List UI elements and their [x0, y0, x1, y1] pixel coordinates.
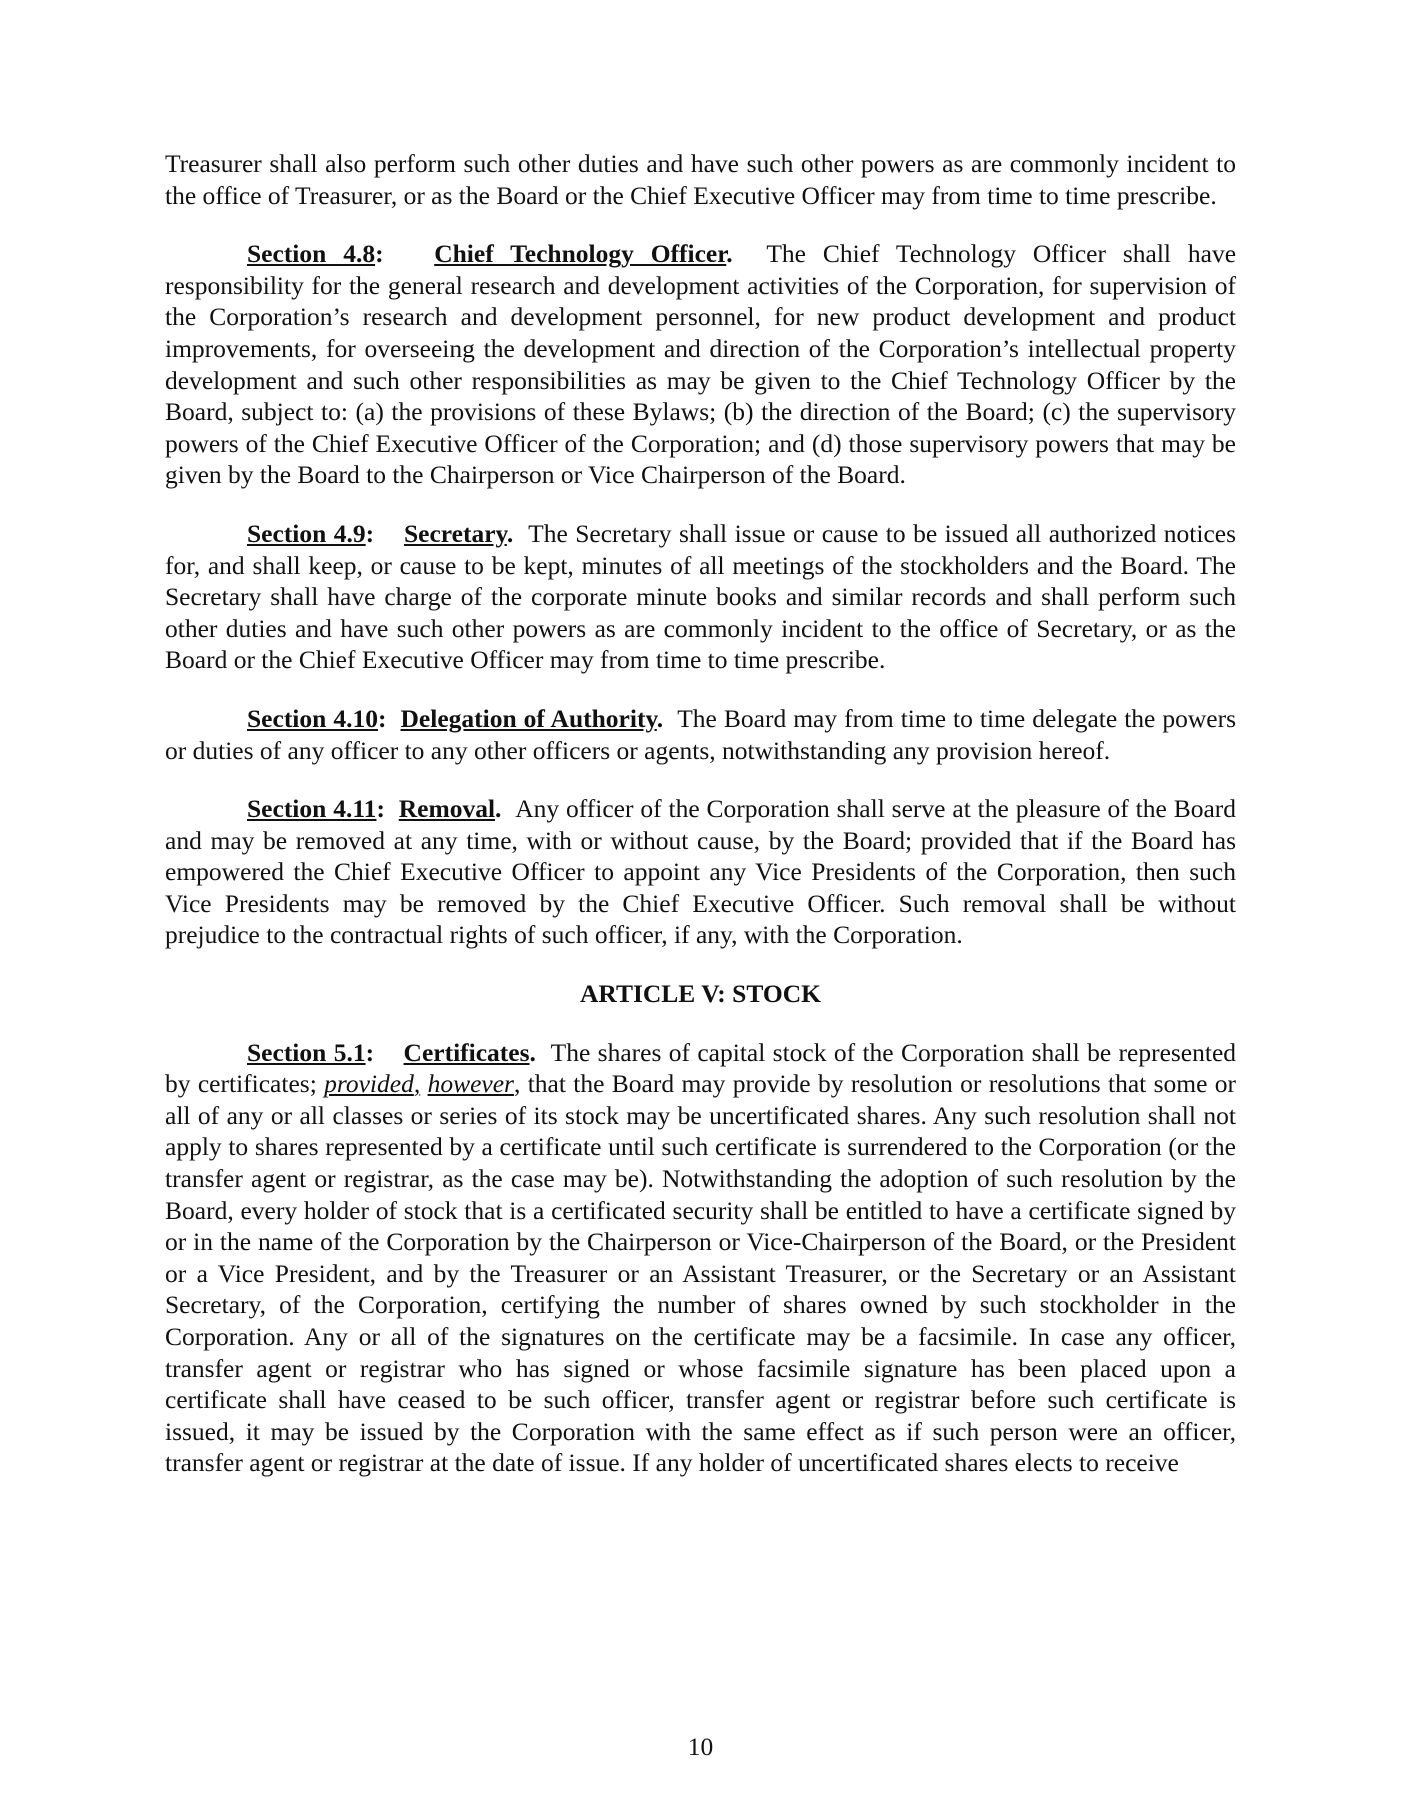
section-4-8-colon: :	[375, 239, 384, 269]
section-4-8-period: .	[726, 239, 733, 269]
section-4-10-period: .	[656, 703, 664, 733]
section-4-11-number: Section 4.11	[247, 794, 377, 824]
section-5-1-colon: :	[365, 1037, 375, 1067]
section-4-11	[165, 793, 1236, 951]
section-4-11-title: Removal	[398, 794, 496, 824]
section-4-11-body: Any officer of the Corporation shall serve at the pleasure of the Board and may be removed at any time, with or without cause, by the Board; provided that if the Board has empowered the Chief Executive Officer to appoint any Vice Presidents of the Corporation, then such Vice Presidents may be removed by the Chief Executive Officer. Such removal shall be without prejudice to the contractual rights of such officer, if any, with the Corporation.	[165, 794, 1237, 950]
section-5-1-body-rest: , that the Board may provide by resolution or resolutions that some or all of any or all classes or series of its stock may be uncertificated shares. Any such resolution shall not apply to shares represented by a certificate until such certificate is surrendered to the Corporation (or the transfer agent or registrar, as the case may be). Notwithstanding the adoption of such resolution by the Board, every holder of stock that is a certificated security shall be entitled to have a certificate signed by or in the name of the Corporation by the Chairperson or Vice-Chairperson of the Board, or the President or a Vice President, and by the Treasurer or an Assistant Treasurer, or the Secretary or an Assistant Secretary, of the Corporation, certifying the number of shares owned by such stockholder in the Corporation. Any or all of the signatures on the certificate may be a facsimile. In case any officer, transfer agent or registrar who has signed or whose facsimile signature has been placed upon a certificate shall have ceased to be such officer, transfer agent or registrar before such certificate is issued, it may be issued by the Corporation with the same effect as if such person were an officer, transfer agent or registrar at the date of issue. If any holder of uncertificated shares elects to receive	[165, 1069, 1237, 1478]
intro-paragraph-text: Treasurer shall also perform such other duties and have such other powers as are commonly incident to the office of Treasurer, or as the Board or the Chief Executive Officer may from time to time prescribe.	[165, 149, 1236, 210]
section-4-9-title: Secretary	[403, 518, 507, 548]
section-4-11-period: .	[495, 794, 502, 824]
section-4-8-number: Section 4.8	[247, 239, 376, 269]
section-4-9-number: Section 4.9	[247, 518, 366, 548]
section-4-8-title: Chief Technology Officer	[434, 239, 727, 269]
document-body	[165, 148, 1236, 1506]
section-4-9-colon: :	[365, 518, 375, 548]
section-4-8	[165, 238, 1236, 491]
section-4-10	[165, 703, 1236, 766]
section-4-9-body: The Secretary shall issue or cause to be issued all authorized notices for, and shall keep, or cause to be kept, minutes of all meetings of the stockholders and the Board. The Secretary shall have charge of the corporate minute books and similar records and shall perform such other duties and have such other powers as are commonly incident to the office of Secretary, or as the Board or the Chief Executive Officer may from time to time prescribe.	[165, 518, 1237, 675]
page-number: 10	[687, 1732, 714, 1761]
section-5-1-provided: provided	[324, 1069, 414, 1099]
section-5-1-provided-comma: ,	[413, 1069, 421, 1099]
section-5-1-body-start: The shares of capital stock of the Corporation shall be represented by certificates;	[165, 1037, 1237, 1099]
section-4-9	[165, 518, 1236, 676]
section-4-11-colon: :	[376, 794, 385, 824]
section-5-1-title: Certificates	[403, 1037, 530, 1067]
section-5-1-period: .	[529, 1037, 536, 1067]
section-4-10-number: Section 4.10	[247, 703, 378, 733]
section-4-8-body: The Chief Technology Officer shall have responsibility for the general research and development activities of the Corporation, for supervision of the Corporation’s research and development personnel, for new product development and product improvements, for overseeing the development and direction of the Corporation’s intellectual property development and such other responsibilities as may be given to the Chief Technology Officer by the Board, subject to: (a) the provisions of these Bylaws; (b) the direction of the Board; (c) the supervisory powers of the Chief Executive Officer of the Corporation; and (d) those supervisory powers that may be given by the Board to the Chairperson or Vice Chairperson of the Board.	[165, 239, 1237, 490]
section-5-1-however: however	[427, 1069, 514, 1099]
section-5-1-number: Section 5.1	[247, 1037, 366, 1067]
section-5-1	[165, 1037, 1236, 1479]
article-v-heading: ARTICLE V: STOCK	[580, 979, 821, 1009]
intro-paragraph	[165, 148, 1236, 211]
section-4-10-body: The Board may from time to time delegate the powers or duties of any officer to any other officers or agents, notwithstanding any provision hereof.	[165, 703, 1237, 765]
section-4-9-period: .	[506, 518, 514, 548]
section-4-10-title: Delegation of Authority	[400, 703, 657, 733]
section-4-10-colon: :	[377, 703, 387, 733]
